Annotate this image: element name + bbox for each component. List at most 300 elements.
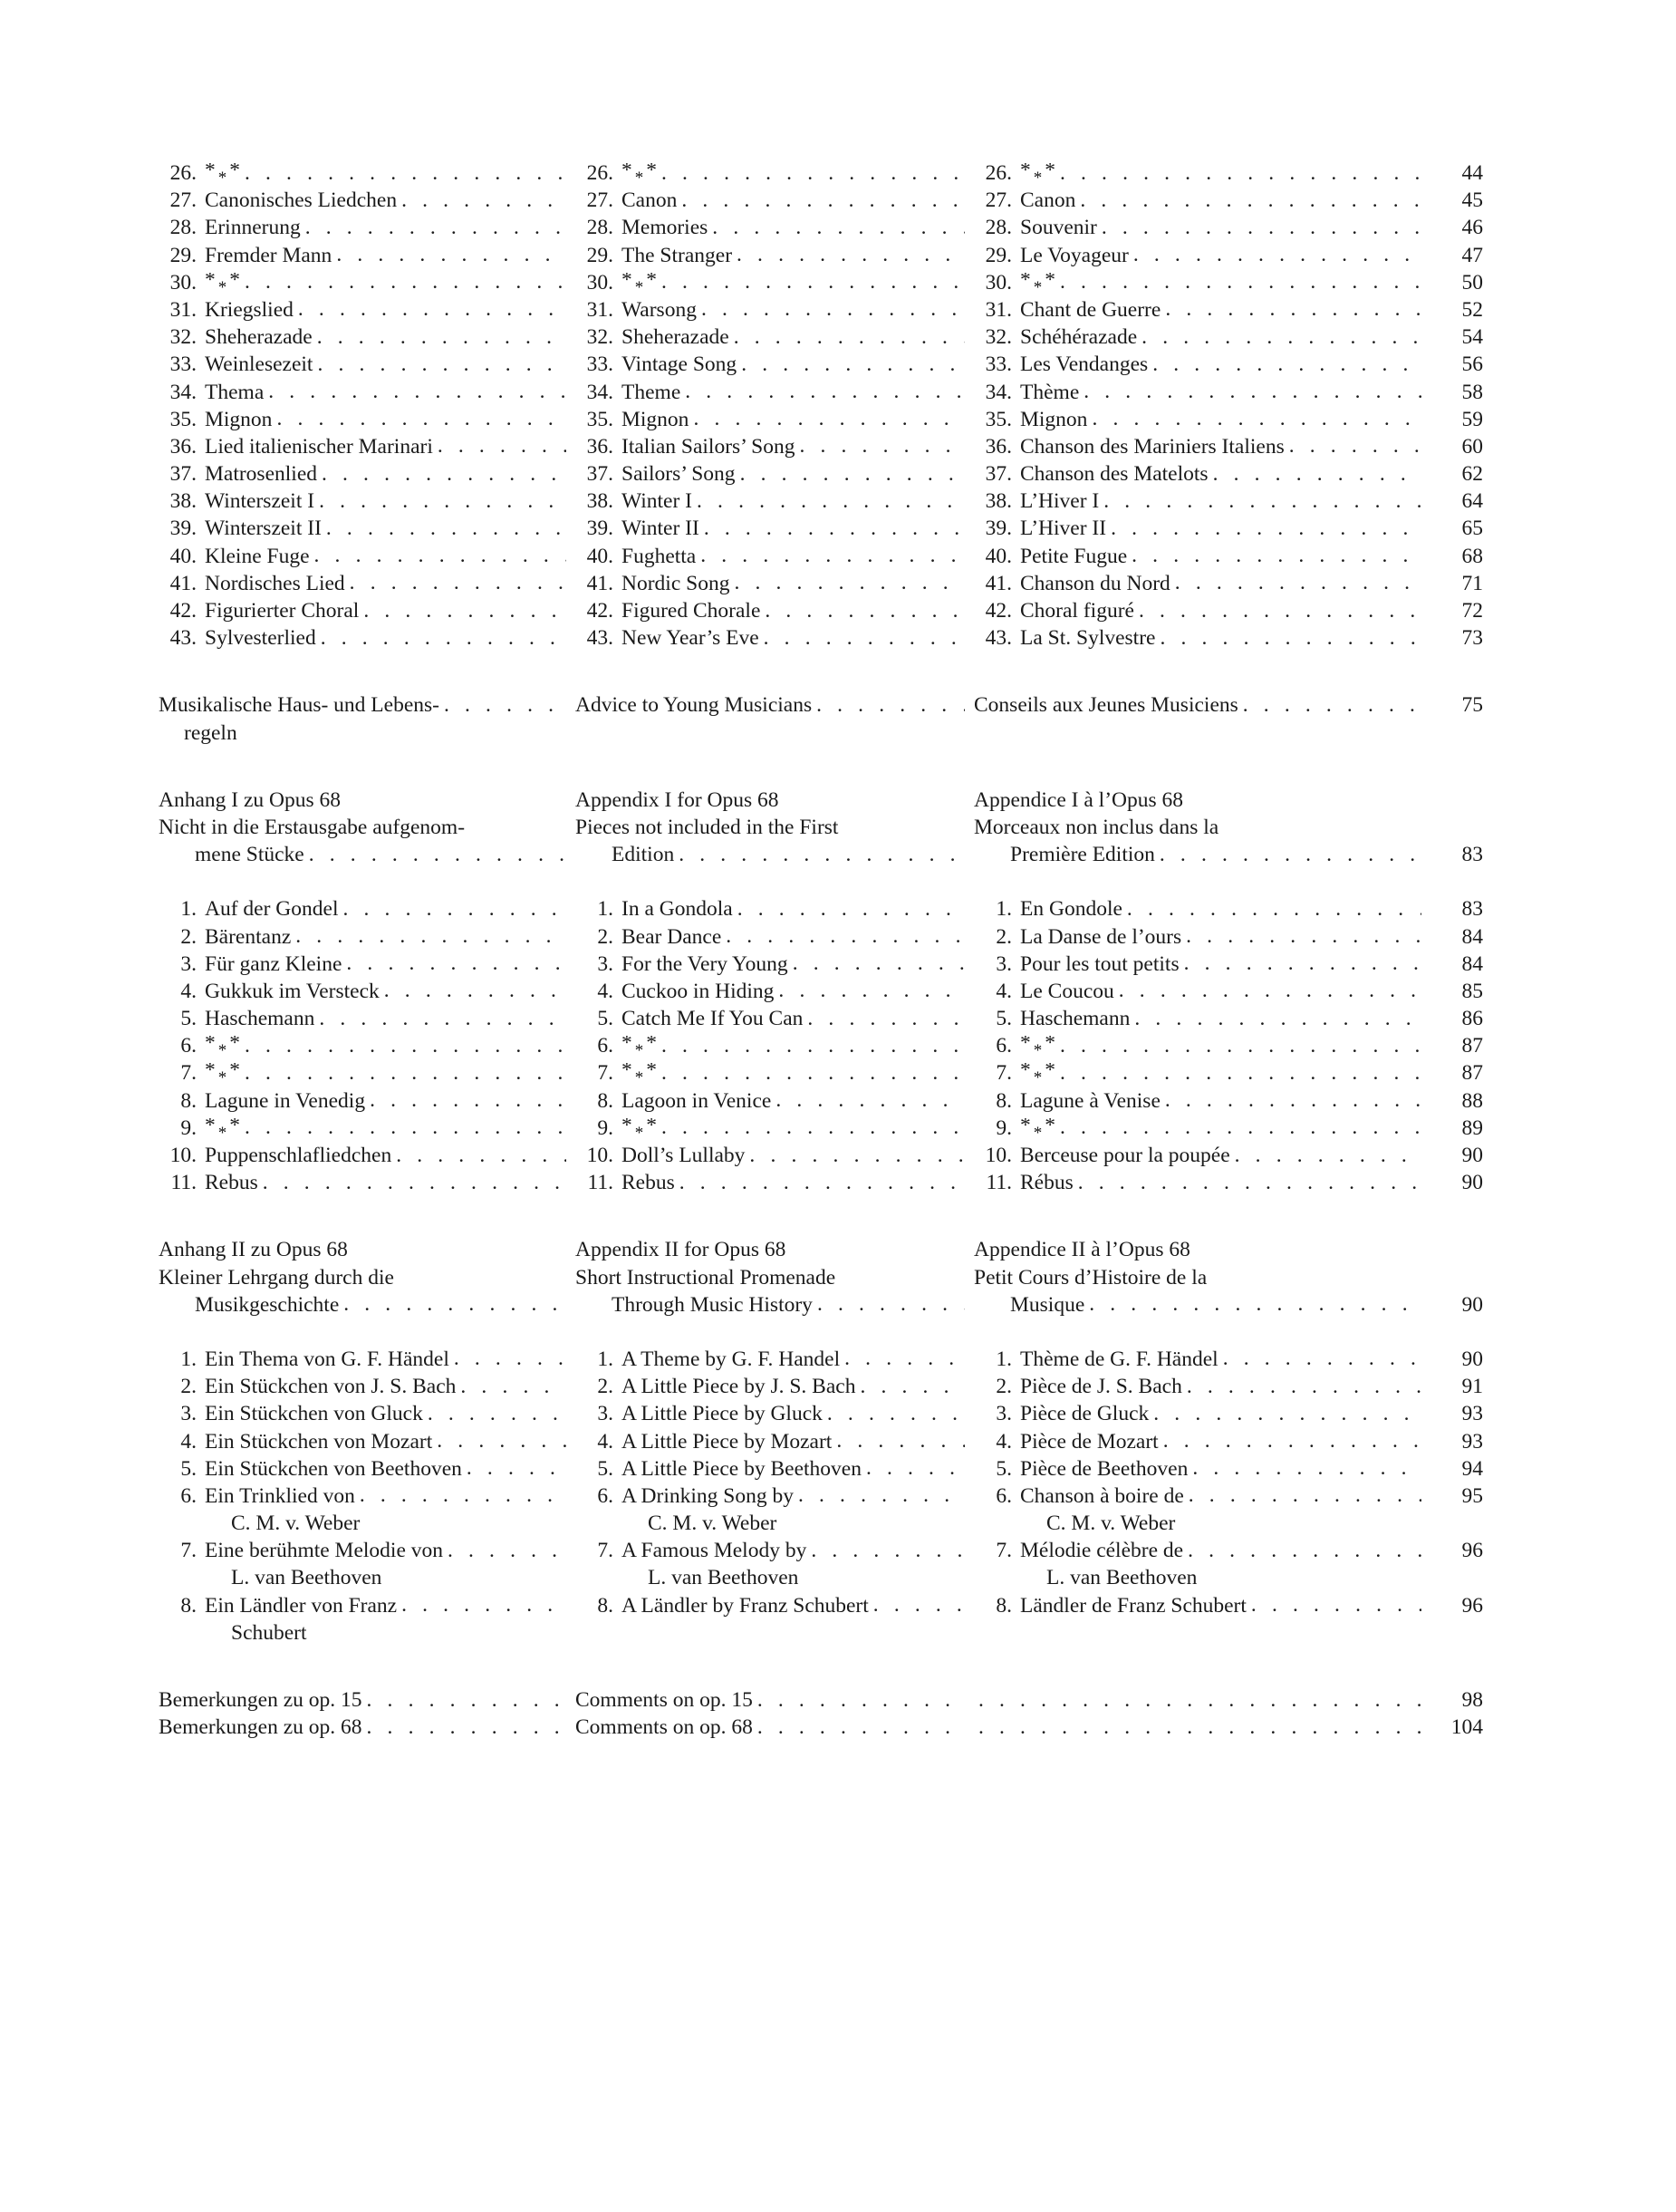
main-entry-de-cell [159, 410, 575, 431]
leader-dots [1149, 1404, 1421, 1425]
appendix2-sub-page [1427, 1295, 1483, 1317]
page-number: 90 [1461, 1294, 1483, 1317]
table-of-contents [159, 163, 1490, 1744]
section-subtitle: Kleiner Lehrgang durch die [159, 1267, 394, 1290]
appendix1-entry-page-cell [1427, 927, 1483, 949]
appendix1-entry-de-number: 7. [180, 1063, 197, 1085]
appendix1-entry-de-cell [159, 954, 575, 976]
page-number: 90 [1461, 1145, 1483, 1167]
continuation-label: C. M. v. Weber [231, 1513, 361, 1535]
main-entry-fr-number: 39. [985, 518, 1012, 540]
leader-dots [1074, 1173, 1421, 1193]
main-entry-de-number: 41. [169, 573, 197, 595]
main-entry-de-label: Lied italienischer Marinari [205, 436, 433, 459]
appendix1-entry-en-cell [575, 1091, 974, 1113]
main-entry-page-cell [1427, 354, 1483, 376]
appendix2-entry-en-label: A Little Piece by Beethoven [621, 1458, 862, 1481]
main-entry-row [159, 217, 1490, 245]
asterisk-icon: * [205, 1117, 216, 1137]
asterisk-icon: * [1045, 1117, 1055, 1137]
leader-dots [697, 300, 965, 321]
appendix2-entry-de-label: Ein Trinklied von [205, 1485, 355, 1508]
appendix1-entry-en-number: 11. [587, 1173, 613, 1194]
asterisk-icon: * [217, 1041, 227, 1058]
main-entry-fr-label: Chanson des Matelots [1020, 464, 1209, 486]
main-entry-en-number: 32. [586, 327, 613, 349]
appendix1-entry-fr-cell [974, 954, 1427, 976]
main-entry-de-number: 36. [169, 436, 197, 459]
page-number: 91 [1461, 1376, 1483, 1398]
asterisk-group [1012, 1036, 1055, 1058]
main-entry-en-label: Theme [621, 382, 681, 403]
main-entry-de-number: 28. [169, 217, 197, 239]
main-entry-en-cell [575, 518, 974, 540]
main-entry-en-label: Vintage Song [621, 354, 737, 376]
main-entry-de-label: Thema [205, 382, 265, 403]
appendix1-entry-fr-number: 11. [986, 1173, 1012, 1194]
appendix2-heading-en [575, 1240, 974, 1261]
leader-dots [753, 1717, 965, 1738]
appendix1-entry-en-number: 3. [597, 953, 613, 976]
asterisk-group [197, 273, 240, 295]
leader-dots [322, 518, 566, 539]
appendix1-entry-fr-number: 6. [996, 1036, 1012, 1058]
main-entry-de-label: Canonisches Liedchen [205, 190, 398, 212]
section-subtitle: Edition [612, 845, 675, 866]
main-entry-de-number: 34. [169, 382, 197, 403]
asterisk-icon: * [1045, 163, 1055, 182]
asterisk-icon: * [634, 1123, 644, 1140]
appendix2-entry-de-number: 2. [180, 1376, 197, 1398]
appendix1-entry-fr-label: Berceuse pour la poupée [1020, 1145, 1230, 1167]
main-entry-page-cell [1427, 464, 1483, 486]
appendix1-entry-de-number: 11. [170, 1173, 197, 1194]
advice-row-cont [159, 723, 1490, 750]
appendix2-entry-fr-label: Pièce de Gluck [1020, 1404, 1150, 1425]
appendix1-entry-row [159, 1009, 1490, 1036]
main-entry-row [159, 354, 1490, 382]
page-number: 62 [1461, 464, 1483, 486]
page-number: 73 [1461, 628, 1483, 650]
leader-dots [1238, 695, 1421, 716]
appendix1-entry-de-label: Für ganz Kleine [205, 953, 342, 976]
comments-row [159, 1690, 1490, 1717]
appendix1-entry-fr-cell [974, 1009, 1427, 1030]
main-entry-de-number: 29. [169, 245, 197, 267]
appendix2-entry-de-number: 3. [180, 1404, 197, 1425]
section-subtitle: Première Edition [1010, 845, 1155, 866]
appendix2-entry-en-cell [575, 1376, 974, 1398]
comments-de-cell [159, 1717, 575, 1739]
appendix2-entry-fr-cell [974, 1404, 1427, 1425]
leader-dots [1184, 1486, 1421, 1507]
main-entry-page-cell [1427, 491, 1483, 513]
main-entry-en-cell [575, 628, 974, 650]
page-number: 50 [1461, 272, 1483, 295]
appendix2-entry-fr-number: 5. [996, 1458, 1012, 1481]
appendix2-entry-page-cell [1427, 1376, 1483, 1398]
appendix2-entry-de-number: 6. [180, 1485, 197, 1508]
leader-dots [795, 437, 965, 458]
leader-dots [657, 163, 965, 184]
main-entry-fr-number: 26. [985, 163, 1012, 185]
appendix1-entry-de-number: 6. [180, 1036, 197, 1058]
asterisk-icon: * [634, 169, 644, 185]
appendix2-entry-fr-cell [974, 1349, 1427, 1371]
appendix2-entry-row [159, 1432, 1490, 1459]
appendix1-entry-en-label: Catch Me If You Can [621, 1009, 804, 1030]
main-entry-page-cell [1427, 628, 1483, 650]
appendix1-entry-de-number: 4. [180, 980, 197, 1003]
asterisk-icon: * [217, 1068, 227, 1085]
leader-dots [443, 1541, 566, 1561]
appendix2-entry-en-cell [575, 1596, 974, 1618]
main-entry-fr-label: Chanson du Nord [1020, 573, 1170, 595]
leader-dots [753, 1690, 965, 1711]
main-entry-row [159, 410, 1490, 437]
appendix2-entry-en-cell [575, 1486, 974, 1508]
appendix2-entry-de-cell [159, 1596, 575, 1618]
appendix2-entry-en-number: 1. [597, 1348, 613, 1371]
leader-dots [456, 1376, 566, 1397]
appendix2-entry-de-cont [159, 1513, 575, 1535]
leader-dots [1247, 1596, 1421, 1617]
appendix1-entry-de-number: 8. [180, 1090, 197, 1113]
leader-dots [788, 954, 965, 975]
appendix2-entry-list [159, 1349, 1490, 1650]
main-entry-fr-label: Choral figuré [1020, 601, 1134, 623]
leader-dots [1155, 628, 1421, 649]
section-title: Appendix II for Opus 68 [575, 1240, 786, 1261]
main-entry-en-number: 27. [586, 190, 613, 212]
main-entry-fr-number: 37. [985, 464, 1012, 486]
main-entry-fr-cell [974, 628, 1427, 650]
appendix1-subtitle-row1 [159, 817, 1490, 845]
main-entry-de-number: 42. [169, 601, 197, 623]
page-number: 83 [1461, 845, 1483, 866]
leader-dots [240, 1063, 566, 1084]
main-entry-de-number: 26. [169, 163, 197, 185]
leader-dots [1079, 382, 1421, 403]
asterisk-icon: * [1033, 1068, 1043, 1085]
appendix2-entry-fr-number: 1. [996, 1348, 1012, 1371]
appendix1-entry-de-cell [159, 1091, 575, 1113]
appendix1-entry-row [159, 1036, 1490, 1063]
appendix2-sub-en-1 [575, 1268, 974, 1290]
advice-fr [974, 695, 1427, 717]
leader-dots [462, 1459, 566, 1480]
main-entry-de-label: Kleine Fuge [205, 546, 310, 568]
main-entry-fr-label: Chant de Guerre [1020, 299, 1161, 322]
section-title: Appendice I à l’Opus 68 [974, 789, 1184, 812]
main-entry-fr-number: 41. [985, 573, 1012, 595]
appendix2-entry-cont-row [159, 1568, 1490, 1595]
asterisk-group [197, 163, 240, 185]
page-number: 90 [1461, 1348, 1483, 1371]
main-entry-page-cell [1427, 546, 1483, 568]
asterisk-icon: * [621, 1036, 632, 1056]
main-entry-fr-label: Canon [1020, 190, 1076, 212]
main-entry-fr-cell [974, 190, 1427, 212]
main-entry-fr-label: La St. Sylvestre [1020, 628, 1156, 650]
main-entry-en-number: 43. [586, 628, 613, 650]
appendix2-entry-page-cell [1427, 1349, 1483, 1371]
page-number: 95 [1461, 1485, 1483, 1508]
main-entry-de-number: 38. [169, 491, 197, 513]
leader-dots [832, 1432, 965, 1453]
appendix1-entry-fr-label: En Gondole [1020, 899, 1122, 921]
comments-row [159, 1717, 1490, 1744]
appendix2-entry-de-cell [159, 1459, 575, 1481]
asterisk-icon: * [621, 1117, 632, 1137]
appendix1-entry-en-label: For the Very Young [621, 953, 788, 976]
appendix1-entry-page-cell [1427, 1063, 1483, 1085]
appendix1-entry-de-label: Auf der Gondel [205, 899, 339, 921]
main-entry-page-cell [1427, 300, 1483, 322]
comments-list [159, 1690, 1490, 1744]
asterisk-icon: * [646, 1117, 657, 1137]
page-number: 54 [1461, 327, 1483, 349]
leader-dots [240, 273, 566, 294]
appendix1-entry-en-label: Rebus [621, 1173, 675, 1194]
leader-dots [432, 1432, 566, 1453]
appendix1-entry-fr-number: 2. [996, 926, 1012, 948]
asterisk-icon: * [646, 163, 657, 182]
main-entry-en-label: New Year’s Eve [621, 628, 759, 650]
main-entry-en-number: 41. [586, 573, 613, 595]
appendix2-entry-row [159, 1459, 1490, 1486]
main-entry-de-number: 31. [169, 299, 197, 322]
leader-dots [1170, 574, 1421, 594]
main-entry-de-number: 43. [169, 628, 197, 650]
appendix1-entry-fr-cell [974, 981, 1427, 1003]
appendix2-entry-fr-label: Chanson à boire de [1020, 1485, 1184, 1508]
appendix2-entry-de-number: 1. [180, 1348, 197, 1371]
appendix2-entry-fr-cell [974, 1541, 1427, 1562]
main-entry-en-number: 33. [586, 354, 613, 376]
main-entry-fr-cell [974, 437, 1427, 459]
appendix2-entry-page-cell [1427, 1541, 1483, 1562]
leader-dots [264, 382, 566, 403]
main-entry-row [159, 246, 1490, 273]
main-entry-en-number: 38. [586, 491, 613, 513]
asterisk-icon: * [205, 1063, 216, 1083]
leader-dots [1182, 1376, 1421, 1397]
leader-dots [332, 246, 566, 266]
main-entry-fr-number: 28. [985, 217, 1012, 239]
appendix1-entry-en-cell [575, 954, 974, 976]
main-entry-fr-cell [974, 300, 1427, 322]
appendix1-entry-en-number: 9. [597, 1117, 613, 1140]
appendix1-entry-de-number: 3. [180, 953, 197, 976]
main-entry-de-label: Mignon [205, 409, 273, 431]
asterisk-icon: * [1020, 1117, 1031, 1137]
leader-dots [1097, 217, 1421, 238]
appendix1-entry-fr-number: 10. [985, 1145, 1012, 1167]
leader-dots [855, 1376, 965, 1397]
section-subtitle: Musikgeschichte [195, 1294, 340, 1317]
appendix1-entry-row [159, 1118, 1490, 1145]
appendix1-entry-de-label: Lagune in Venedig [205, 1090, 366, 1113]
appendix2-entry-en-number: 7. [597, 1541, 613, 1562]
appendix1-entry-page-cell [1427, 981, 1483, 1003]
appendix2-entry-fr-number: 4. [996, 1431, 1012, 1453]
appendix2-entry-de-cell [159, 1376, 575, 1398]
asterisk-icon: * [646, 1063, 657, 1083]
section-subtitle: Through Music History [612, 1294, 813, 1317]
main-entry-de-number: 32. [169, 327, 197, 349]
appendix1-sub-de-1 [159, 817, 575, 839]
main-entry-fr-cell [974, 491, 1427, 513]
asterisk-icon: * [621, 1063, 632, 1083]
appendix1-entry-de-cell [159, 1173, 575, 1194]
main-entry-de-cell [159, 190, 575, 212]
comments-en-cell [575, 1717, 974, 1739]
main-entry-fr-number: 27. [985, 190, 1012, 212]
leader-dots [316, 628, 566, 649]
appendix2-entry-en-number: 3. [597, 1404, 613, 1425]
asterisk-icon: * [1020, 1063, 1031, 1083]
main-entry-fr-number: 31. [985, 299, 1012, 322]
leader-dots [729, 574, 965, 594]
appendix2-entry-fr-label: Ländler de Franz Schubert [1020, 1595, 1247, 1618]
main-entry-en-cell [575, 574, 974, 595]
page-number: 96 [1461, 1595, 1483, 1618]
appendix1-entry-fr-label: Le Coucou [1020, 980, 1114, 1003]
appendix2-entry-row [159, 1349, 1490, 1376]
page-number: 71 [1461, 573, 1483, 595]
main-entry-de-label: Kriegslied [205, 299, 294, 322]
appendix1-entry-en-number: 1. [597, 899, 613, 921]
main-entry-page-cell [1427, 601, 1483, 623]
appendix2-entry-de-cell [159, 1541, 575, 1562]
leader-dots [699, 518, 965, 539]
section-subtitle: mene Stücke [195, 845, 304, 866]
main-entry-en-label: Nordic Song [621, 573, 730, 595]
appendix2-heading-fr [974, 1240, 1427, 1261]
appendix1-entry-en-label: In a Gondola [621, 899, 733, 921]
appendix2-entry-de-cell [159, 1404, 575, 1425]
leader-dots [433, 437, 566, 458]
leader-dots [689, 410, 965, 430]
appendix1-entry-fr-cell [974, 927, 1427, 949]
appendix2-entry-fr-label: Pièce de Beethoven [1020, 1458, 1189, 1481]
appendix2-sub-fr-1 [974, 1268, 1427, 1290]
main-entry-en-label: Memories [621, 217, 708, 239]
main-entry-de-cell [159, 354, 575, 376]
page-number: 93 [1461, 1404, 1483, 1425]
asterisk-group [197, 1036, 240, 1058]
appendix1-entry-de-cell [159, 927, 575, 949]
main-entry-en-label: The Stranger [621, 245, 733, 267]
main-entry-en-number: 36. [586, 436, 613, 459]
leader-dots [362, 1717, 566, 1738]
main-entry-en-label: Winter I [621, 491, 693, 513]
leader-dots [1055, 1063, 1421, 1084]
main-entry-en-cell [575, 163, 974, 185]
leader-dots [1218, 1349, 1421, 1370]
continuation-label: C. M. v. Weber [1046, 1513, 1176, 1535]
leader-dots [869, 1596, 965, 1617]
section-subtitle: Petit Cours d’Histoire de la [974, 1267, 1208, 1290]
comments-page-cell [1427, 1690, 1483, 1712]
appendix1-entry-page-cell [1427, 1118, 1483, 1140]
appendix2-entry-row [159, 1486, 1490, 1513]
main-entry-de-label: Weinlesezeit [205, 354, 313, 376]
leader-dots [423, 1404, 566, 1425]
leader-dots [313, 327, 566, 348]
main-entry-en-cell [575, 382, 974, 404]
appendix2-entry-en-label: A Theme by G. F. Handel [621, 1348, 841, 1371]
leader-dots [304, 845, 566, 865]
main-entry-fr-cell [974, 354, 1427, 376]
main-entry-fr-label: Souvenir [1020, 217, 1097, 239]
appendix2-entry-row [159, 1404, 1490, 1431]
appendix1-entry-en-number: 7. [597, 1063, 613, 1085]
appendix1-entry-de-label: Puppenschlafliedchen [205, 1145, 392, 1167]
leader-dots [397, 1596, 566, 1617]
leader-dots [1159, 1432, 1421, 1453]
main-entry-row [159, 300, 1490, 327]
appendix1-entry-row [159, 981, 1490, 1009]
asterisk-group [1012, 163, 1055, 185]
appendix1-entry-fr-number: 8. [996, 1090, 1012, 1113]
appendix2-entry-page-cell [1427, 1459, 1483, 1481]
main-entry-en-cell [575, 190, 974, 212]
page-number: 89 [1461, 1117, 1483, 1140]
asterisk-icon: * [621, 163, 632, 182]
asterisk-group [613, 163, 657, 185]
main-entry-page-cell [1427, 382, 1483, 404]
leader-dots [657, 1118, 965, 1139]
appendix2-entry-page-cell [1427, 1596, 1483, 1618]
appendix1-entry-page-cell [1427, 1009, 1483, 1030]
advice-de-cont [159, 723, 575, 745]
asterisk-icon: * [634, 277, 644, 295]
asterisk-icon: * [1033, 169, 1043, 185]
appendix2-entry-en-number: 5. [597, 1458, 613, 1481]
appendix2-entry-de-label: Ein Stückchen von Mozart [205, 1431, 433, 1453]
appendix1-entry-de-cell [159, 1118, 575, 1140]
main-entry-en-number: 37. [586, 464, 613, 486]
appendix1-sub-fr-1 [974, 817, 1427, 839]
main-entry-fr-cell [974, 410, 1427, 431]
appendix1-entry-fr-label: Pour les tout petits [1020, 953, 1180, 976]
leader-dots [1155, 845, 1421, 865]
appendix1-entry-row [159, 954, 1490, 981]
page-number: 88 [1461, 1090, 1483, 1113]
appendix2-entry-en-label: A Little Piece by Gluck [621, 1404, 823, 1425]
appendix1-entry-fr-label: La Danse de l’ours [1020, 926, 1182, 948]
spacer [159, 750, 1490, 790]
main-entry-page-cell [1427, 217, 1483, 239]
spacer [159, 1322, 1490, 1349]
appendix2-sub-en-2 [575, 1295, 974, 1317]
appendix2-entry-fr-cont [974, 1568, 1427, 1589]
main-entry-en-number: 26. [586, 163, 613, 185]
asterisk-icon: * [229, 163, 240, 182]
main-entry-fr-cell [974, 163, 1427, 185]
main-entry-fr-number: 33. [985, 354, 1012, 376]
leader-dots [974, 1690, 1421, 1711]
appendix2-entry-en-label: A Drinking Song by [621, 1485, 794, 1508]
appendix2-entry-fr-cell [974, 1459, 1427, 1481]
appendix1-entry-de-label: Bärentanz [205, 926, 292, 948]
appendix1-entry-en-cell [575, 1009, 974, 1030]
appendix1-sub-page [1427, 845, 1483, 866]
main-entry-page-cell [1427, 410, 1483, 431]
appendix2-entry-page-cell [1427, 1404, 1483, 1425]
